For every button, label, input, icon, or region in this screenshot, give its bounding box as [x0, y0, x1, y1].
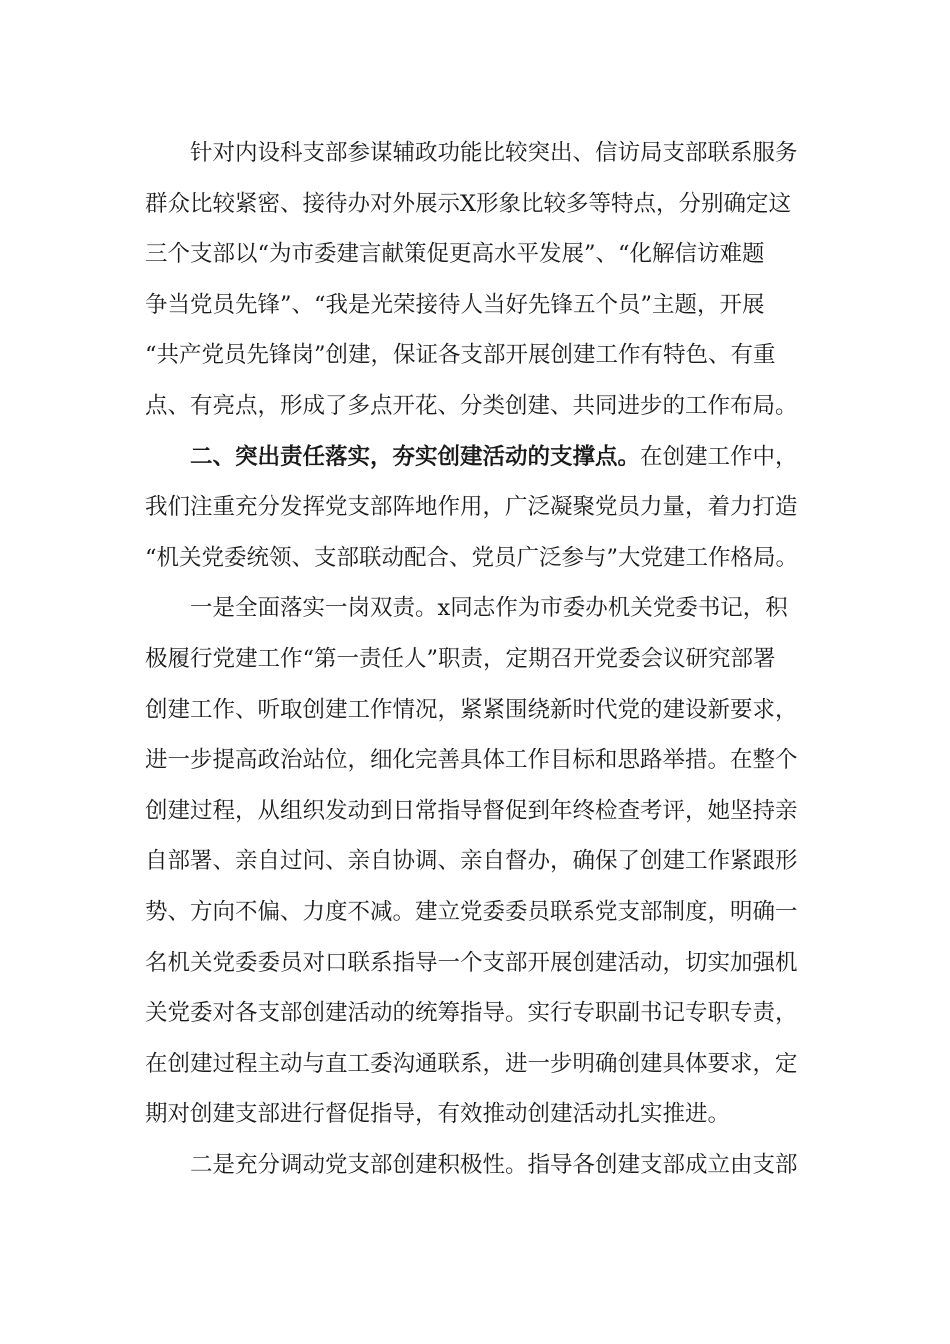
text-line: 一是全面落实一岗双责。x同志作为市委办机关党委书记，积 — [190, 595, 788, 622]
text-line: 进一步提高政治站位，细化完善具体工作目标和思路举措。在整个 — [145, 747, 798, 774]
text-line: 在创建过程主动与直工委沟通联系，进一步明确创建具体要求，定 — [145, 1050, 798, 1077]
heading-continuation: 在创建工作中， — [640, 443, 798, 470]
text-line: 二是充分调动党支部创建积极性。指导各创建支部成立由支部 — [190, 1151, 798, 1178]
section-heading: 二、突出责任落实，夯实创建活动的支撑点。 — [190, 443, 641, 470]
text-line: “共产党员先锋岗”创建，保证各支部开展创建工作有特色、有重 — [145, 342, 776, 369]
text-line: 我们注重充分发挥党支部阵地作用，广泛凝聚党员力量，着力打造 — [145, 494, 798, 521]
text-line: 势、方向不偏、力度不减。建立党委委员联系党支部制度，明确一 — [145, 898, 798, 925]
paragraph-4 — [145, 1140, 805, 1191]
text-line: 期对创建支部进行督促指导，有效推动创建活动扎实推进。 — [145, 1101, 731, 1128]
text-line: 创建工作、听取创建工作情况，紧紧围绕新时代党的建设新要求， — [145, 696, 798, 723]
text-line: “机关党委统领、支部联动配合、党员广泛参与”大党建工作格局。 — [145, 544, 799, 571]
text-line: 三个支部以“为市委建言献策促更高水平发展”、“化解信访难题 — [145, 241, 765, 268]
text-line: 争当党员先锋”、“我是光荣接待人当好先锋五个员”主题，开展 — [145, 291, 765, 318]
text-line: 关党委对各支部创建活动的统筹指导。实行专职副书记专职专责， — [145, 1000, 798, 1027]
document-body — [145, 128, 805, 1190]
text-line: 针对内设科支部参谋辅政功能比较突出、信访局支部联系服务 — [190, 140, 798, 166]
text-line: 极履行党建工作“第一责任人”职责，定期召开党委会议研究部署 — [145, 645, 776, 672]
paragraph-2 — [145, 432, 805, 584]
text-line: 创建过程，从组织发动到日常指导督促到年终检查考评，她坚持亲 — [145, 797, 798, 824]
text-line — [145, 432, 805, 483]
text-line: 名机关党委委员对口联系指导一个支部开展创建活动，切实加强机 — [145, 949, 798, 976]
paragraph-1 — [145, 128, 805, 432]
text-line: 点、有亮点，形成了多点开花、分类创建、共同进步的工作布局。 — [145, 392, 798, 419]
text-line: 自部署、亲自过问、亲自协调、亲自督办，确保了创建工作紧跟形 — [145, 848, 798, 875]
paragraph-3 — [145, 583, 805, 1140]
text-line: 群众比较紧密、接待办对外展示X形象比较多等特点，分别确定这 — [145, 190, 792, 217]
